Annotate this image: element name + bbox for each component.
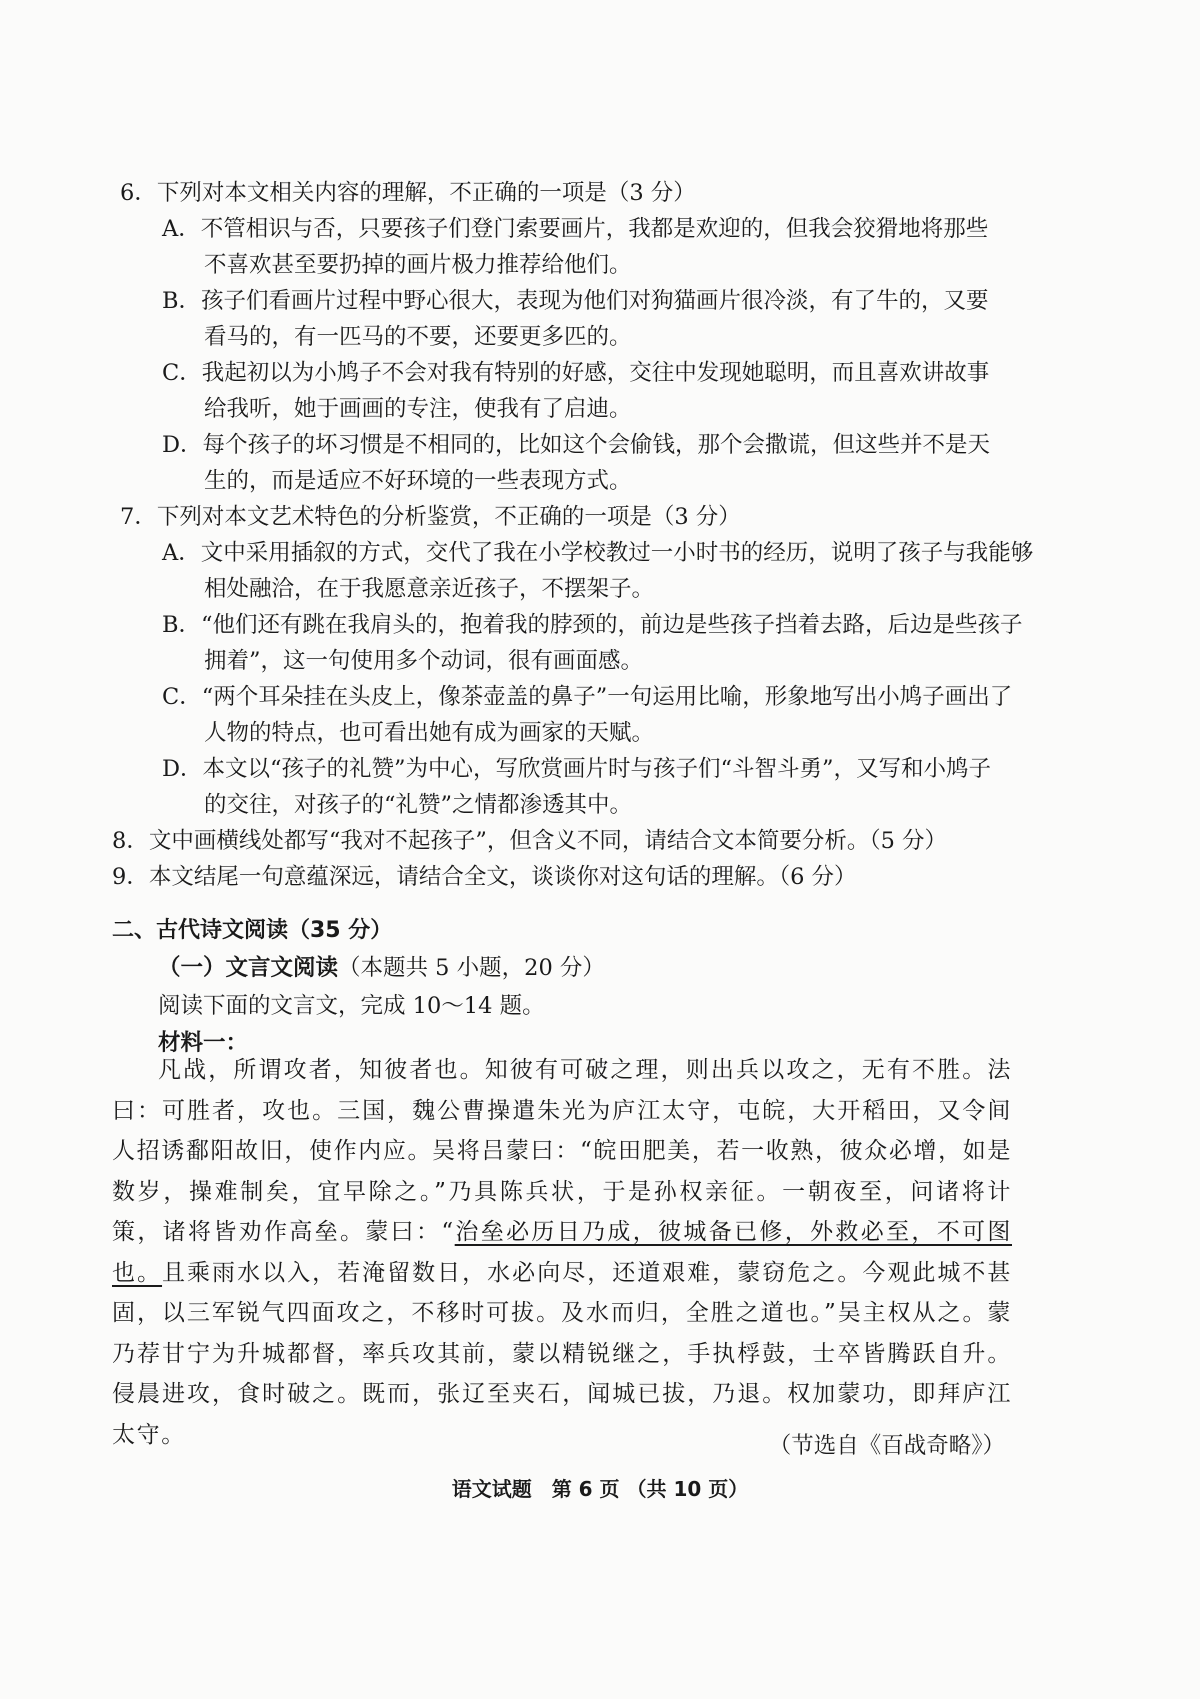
page-footer: 语文试题 第 6 页 （共 10 页） [451,1477,749,1501]
q6-option-a-line2: 不喜欢甚至要扔掉的画片极力推荐给他们。 [204,252,632,278]
q6-option-b-line2: 看马的，有一匹马的不要，还要更多匹的。 [204,324,632,350]
q8-stem: 8．文中画横线处都写“我对不起孩子”，但含义不同，请结合文本简要分析。（5 分） [112,828,948,854]
q6-option-b-line1: B．孩子们看画片过程中野心很大，表现为他们对狗猫画片很冷淡，有了牛的，又要 [162,288,989,314]
q7-option-a-line2: 相处融洽，在于我愿意亲近孩子，不摆架子。 [204,576,655,602]
classical-passage [112,1050,1012,1455]
subsection-note: （本题共 5 小题，20 分） [338,955,605,981]
material-label: 材料一： [158,1030,249,1056]
q6-option-d-line1: D．每个孩子的坏习惯是不相同的，比如这个会偷钱，那个会撒谎，但这些并不是天 [162,432,991,458]
q7-option-b-line1: B．“他们还有跳在我肩头的，抱着我的脖颈的，前边是些孩子挡着去路，后边是些孩子 [162,612,1023,638]
q6-stem: 6．下列对本文相关内容的理解，不正确的一项是（3 分） [120,180,696,206]
q6-option-c-line2: 给我听，她于画画的专注，使我有了启迪。 [204,396,632,422]
q7-option-c-line1: C．“两个耳朵挂在头皮上，像茶壶盖的鼻子”一句运用比喻，形象地写出小鸠子画出了 [162,684,1013,710]
q7-option-d-line2: 的交往，对孩子的“礼赞”之情都渗透其中。 [204,792,633,818]
q7-option-c-line2: 人物的特点，也可看出她有成为画家的天赋。 [204,720,655,746]
q9-stem: 9．本文结尾一句意蕴深远，请结合全文，谈谈你对这句话的理解。（6 分） [112,864,857,890]
passage-text-after: 且乘雨水以入，若淹留数日，水必向尽，还道艰难，蒙窃危之。今观此城不甚固，以三军锐气四面攻之，不移时可拔。及水而归，全胜之道也。”吴主权从之。蒙乃荐甘宁为升城都督，率兵攻其前，蒙以精锐继之，手执桴鼓，士卒皆腾跃自升。侵晨进攻，食时破之。既而，张辽至夹石，闻城已拔，乃退。权加蒙功，即拜庐江太守。 [112,1259,1012,1448]
q6-option-a-line1: A．不管相识与否，只要孩子们登门索要画片，我都是欢迎的，但我会狡猾地将那些 [162,216,989,242]
q6-option-d-line2: 生的，而是适应不好环境的一些表现方式。 [204,468,632,494]
passage-source: （节选自《百战奇略》） [768,1433,1005,1459]
passage-underlined-sentence: 治垒必历日乃成，彼城备已修，外救必至，不可图也。 [112,1219,1012,1286]
q7-stem: 7．下列对本文艺术特色的分析鉴赏，不正确的一项是（3 分） [120,504,741,530]
q7-option-d-line1: D．本文以“孩子的礼赞”为中心，写欣赏画片时与孩子们“斗智斗勇”，又写和小鸠子 [162,756,992,782]
subsection-title [0,953,1200,983]
subsection-label: （一）文言文阅读 [158,955,339,981]
q6-option-c-line1: C．我起初以为小鸠子不会对我有特别的好感，交往中发现她聪明，而且喜欢讲故事 [162,360,990,386]
q7-option-b-line2: 拥着”，这一句使用多个动词，很有画面感。 [204,648,644,674]
passage-text-before: 凡战，所谓攻者，知彼者也。知彼有可破之理，则出兵以攻之，无有不胜。法曰：可胜者，攻也。三国，魏公曹操遣朱光为庐江太守，屯皖，大开稻田，又令间人招诱鄱阳故旧，使作内应。吴将吕蒙曰：“皖田肥美，若一收熟，彼众必增，如是数岁，操难制矣，宜早除之。”乃具陈兵状，于是孙权亲征。一朝夜至，问诸将计策，诸将皆劝作高垒。蒙曰：“ [112,1057,1012,1245]
section-title: 二、古代诗文阅读（35 分） [112,918,393,943]
instruction: 阅读下面的文言文，完成 10～14 题。 [158,993,545,1019]
q7-option-a-line1: A．文中采用插叙的方式，交代了我在小学校教过一小时书的经历，说明了孩子与我能够 [162,540,1034,566]
